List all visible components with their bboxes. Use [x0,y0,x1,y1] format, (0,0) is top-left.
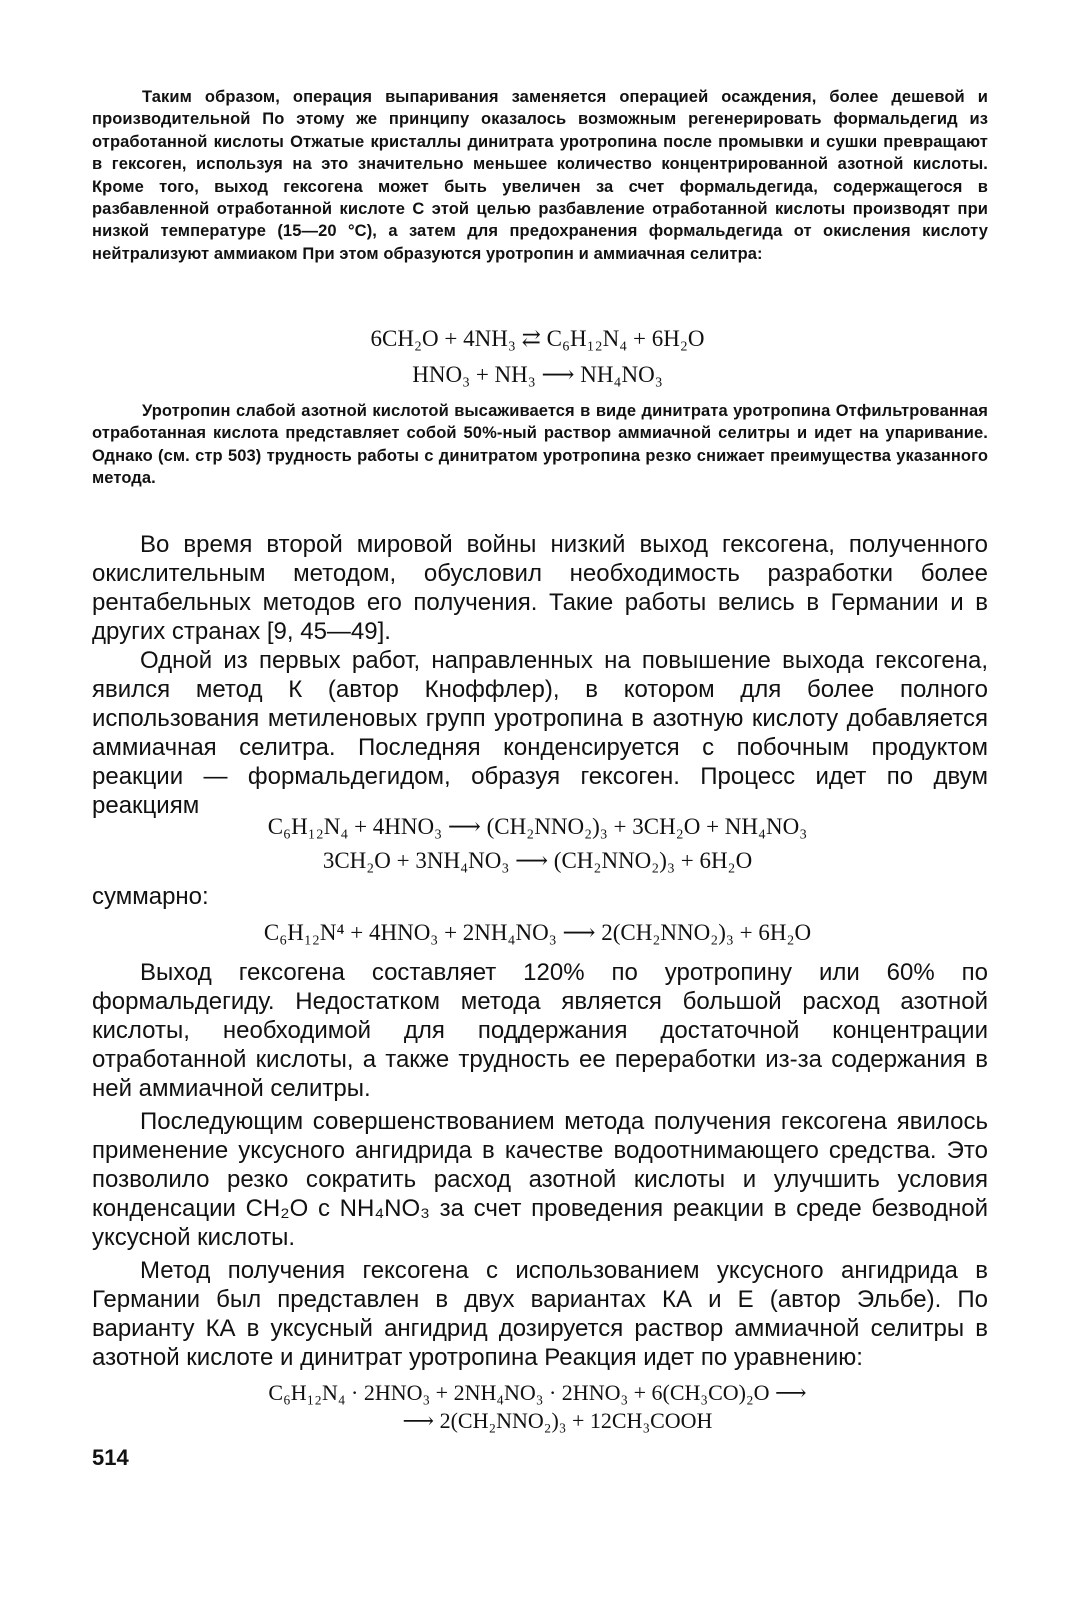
summary-label: суммарно: [92,883,209,910]
paragraph-acetic-anhydride: Последующим совершенствованием метода получения гексогена явилось применение уксусного ангидрида в качестве водоотнимающего средства. Это позволило резко сократить расход азотной кислоты и улучшить условия конденсации CH₂O с NH₄NO₃ за счет проведения реакции в среде безводной уксусной кислоты. [92,1108,988,1251]
paragraph-yield: Выход гексогена составляет 120% по уротропину или 60% по формальдегиду. Недостатком метода является большой расход азотной кислоты, необходимой для поддержания достаточной концентрации отработанной кислоты, а также трудность ее переработки из-за содержания в ней аммиачной селитры. [92,959,988,1102]
main-text-block [92,530,988,820]
page-number: 514 [92,1445,129,1470]
main-text-block-2 [92,958,988,1372]
equation-ka-line2: ⟶ 2(CH₂NNO₂)₃ + 12CH₃COOH [402,1408,713,1433]
equation-k-summary: C₆H₁₂N⁴ + 4HNO₃ + 2NH₄NO₃ ⟶ 2(CH₂NNO₂)₃ + 6H₂O [263,920,812,945]
equation-k-step1: C₆H₁₂N₄ + 4HNO₃ ⟶ (CH₂NNO₂)₃ + 3CH₂O + NH₄NO₃ [267,814,808,839]
paragraph-wartime: Во время второй мировой войны низкий выход гексогена, полученного окислительным методом, обусловил необходимость разработки более рентабельных методов его получения. Такие работы велись в Германии и в других странах [9, 45—49]. [92,531,988,645]
paragraph-method-k: Одной из первых работ, направленных на повышение выхода гексогена, явился метод К (автор Кноффлер), в котором для более полного использования метиленовых групп уротропина в азотную кислоту добавляется аммиачная селитра. Последняя конденсируется с побочным продуктом реакции — формальдегидом, образуя гексоген. Процесс идет по двум реакциям [92,647,988,819]
equation-ammonium-nitrate: HNO₃ + NH₃ ⟶ NH₄NO₃ [412,362,663,387]
note-block [92,400,988,490]
intro-paragraph: Таким образом, операция выпаривания заменяется операцией осаждения, более дешевой и производительной По этому же принципу оказалось возможным регенерировать формальдегид из отработанной кислоты Отжатые кристаллы динитрата уротропина после промывки и сушки превращают в гексоген, используя на это значительно меньшее количество концентрированной азотной кислоты. Кроме того, выход гексогена может быть увеличен за счет формальдегида, содержащегося в разбавленной отработанной кислоте С этой целью разбавление отработанной кислоты производят при низкой температуре (15—20 °С), а затем для предохранения формальдегида от окисления кислоту нейтрализуют аммиаком При этом образуются уротропин и аммиачная селитра: [92,88,988,263]
equation-ka-line1: C₆H₁₂N₄ · 2HNO₃ + 2NH₄NO₃ · 2HNO₃ + 6(CH₃CO)₂O ⟶ [268,1380,807,1405]
intro-block [92,86,988,265]
equation-urotropin-formation: 6CH₂O + 4NH₃ ⇄ C₆H₁₂N₄ + 6H₂O [370,326,705,351]
equation-k-step2: 3CH₂O + 3NH₄NO₃ ⟶ (CH₂NNO₂)₃ + 6H₂O [322,848,753,873]
note-paragraph: Уротропин слабой азотной кислотой высаживается в виде динитрата уротропина Отфильтрованная отработанная кислота представляет собой 50%-ный раствор аммиачной селитры и идет на упаривание. Однако (см. стр 503) трудность работы с динитратом уротропина резко снижает преимущества указанного метода. [92,402,988,488]
paragraph-variants: Метод получения гексогена с использованием уксусного ангидрида в Германии был представлен в двух вариантах КА и Е (автор Эльбе). По варианту КА в уксусный ангидрид дозируется раствор аммиачной селитры в азотной кислоте и динитрат уротропина Реакция идет по уравнению: [92,1257,988,1371]
